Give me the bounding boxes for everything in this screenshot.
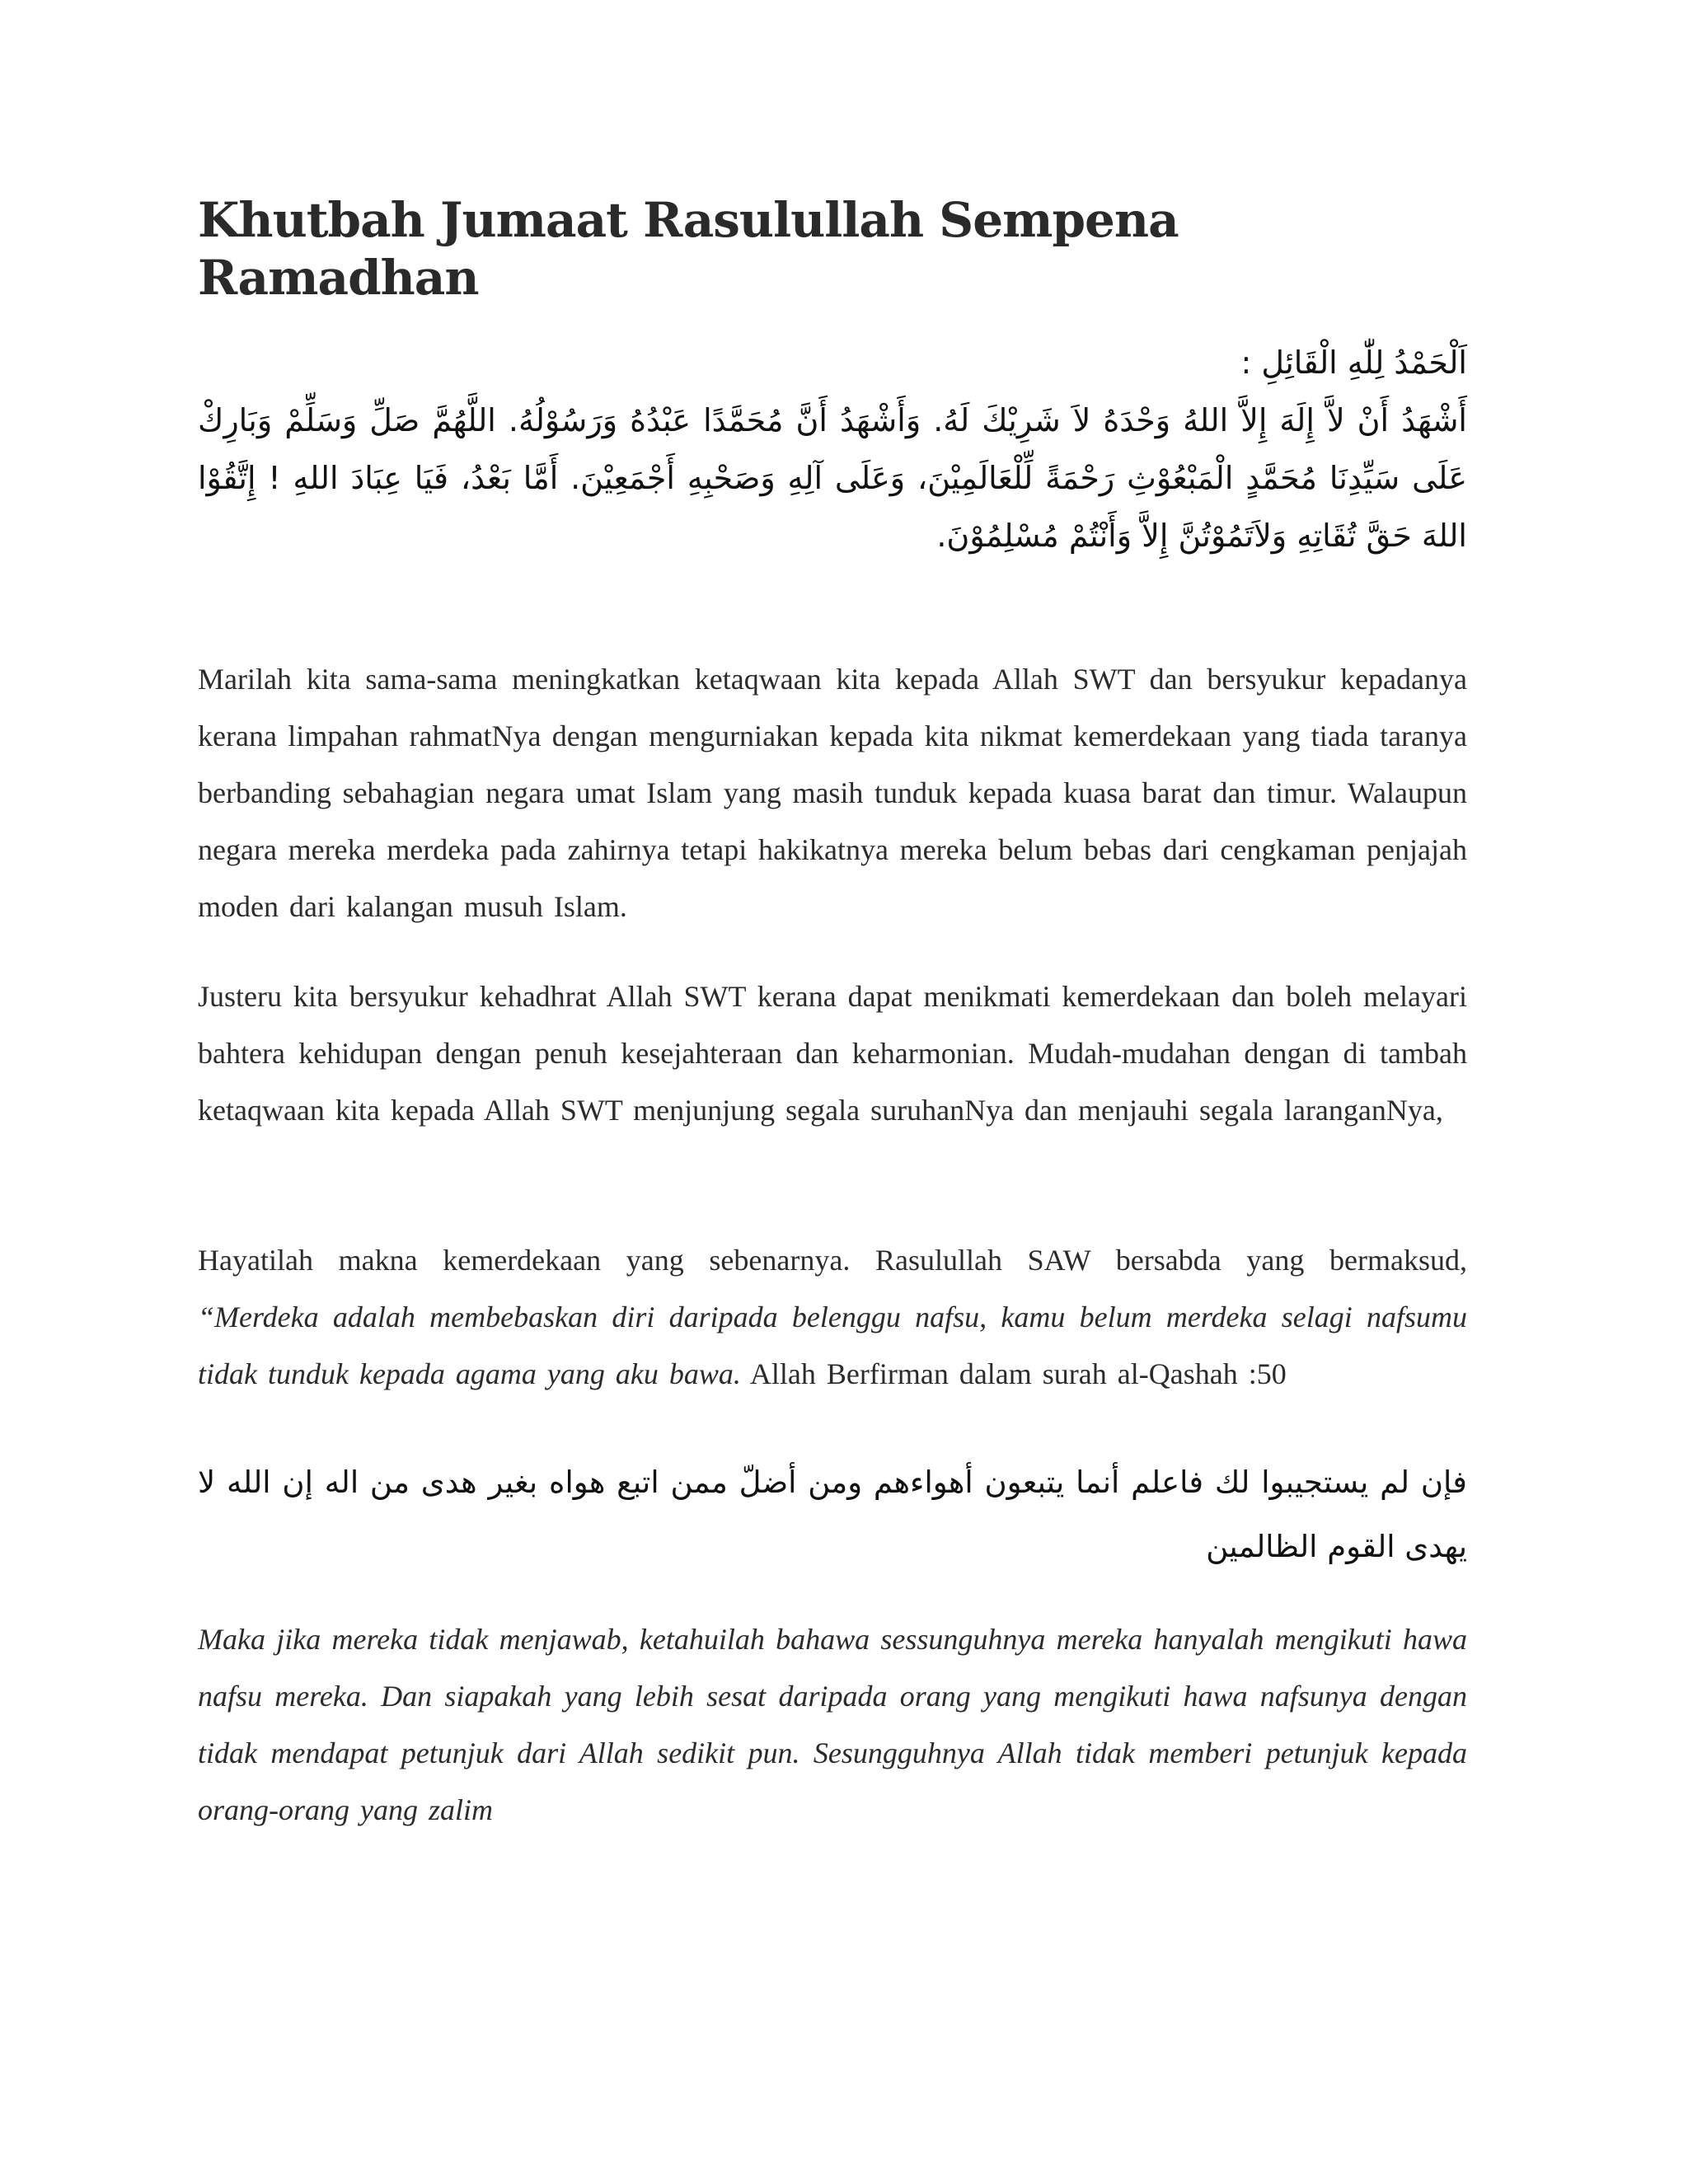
- paragraph-3-tail: Allah Berfirman dalam surah al-Qashah :50: [740, 1357, 1287, 1390]
- hadith-quote: “Merdeka adalah membebaskan diri daripada belenggu nafsu, kamu belum merdeka selagi nafsumu tidak tunduk kepada agama yang aku bawa.: [198, 1301, 1467, 1390]
- paragraph-1: Marilah kita sama-sama meningkatkan ketaqwaan kita kepada Allah SWT dan bersyukur kepadanya kerana limpahan rahmatNya dengan mengurniakan kepada kita nikmat kemerdekaan yang tiada taranya berbanding sebahagian negara umat Islam yang masih tunduk kepada kuasa barat dan timur. Walaupun negara mereka merdeka pada zahirnya tetapi hakikatnya mereka belum bebas dari cengkaman penjajah moden dari kalangan musuh Islam.: [198, 663, 1467, 923]
- paragraph-3-lead: Hayatilah makna kemerdekaan yang sebenarnya. Rasulullah SAW bersabda yang bermaksud,: [198, 1244, 1467, 1277]
- arabic-opening-line-2: أَشْهَدُ أَنْ لاَّ إِلَهَ إِلاَّ اللهُ وَحْدَهُ لاَ شَرِيْكَ لَهُ. وَأَشْهَدُ أَنَّ مُحَمَّدًا عَبْدُهُ وَرَسُوْلُهُ. اللَّهُمَّ صَلِّ وَسَلِّمْ وَبَارِكْ عَلَى سَيِّدِنَا مُحَمَّدٍ الْمَبْعُوْثِ رَحْمَةً لِّلْعَالَمِيْنَ، وَعَلَى آلِهِ وَصَحْبِهِ أَجْمَعِيْنَ. أَمَّا بَعْدُ، فَيَا عِبَادَ اللهِ ! إِتَّقُوْا اللهَ حَقَّ تُقَاتِهِ وَلاَتَمُوْتُنَّ إِلاَّ وَأَنْتُمْ مُسْلِمُوْنَ.: [198, 402, 1467, 554]
- document-title: Khutbah Jumaat Rasulullah Sempena Ramadhan: [198, 192, 1179, 306]
- paragraph-2: Justeru kita bersyukur kehadhrat Allah SWT kerana dapat menikmati kemerdekaan dan boleh melayari bahtera kehidupan dengan penuh kesejahteraan dan keharmonian. Mudah-mudahan dengan di tambah ketaqwaan kita kepada Allah SWT menjunjung segala suruhanNya dan menjauhi segala laranganNya,: [198, 980, 1467, 1127]
- arabic-verse-text: فإن لم يستجيبوا لك فاعلم أنما يتبعون أهواءهم ومن أضلّ ممن اتبع هواه بغير هدى من اله إن الله لا يهدى القوم الظالمين: [198, 1465, 1467, 1564]
- paragraph-3: [198, 1232, 1467, 1403]
- arabic-opening-line-1: اَلْحَمْدُ لِلّٰهِ الْقَائِلِ :: [1240, 344, 1467, 381]
- arabic-opening-text: [198, 334, 1467, 565]
- verse-translation: Maka jika mereka tidak menjawab, ketahuilah bahawa sessunguhnya mereka hanyalah mengikuti hawa nafsu mereka. Dan siapakah yang lebih sesat daripada orang yang mengikuti hawa nafsunya dengan tidak mendapat petunjuk dari Allah sedikit pun. Sesungguhnya Allah tidak memberi petunjuk kepada orang-orang yang zalim: [198, 1623, 1467, 1826]
